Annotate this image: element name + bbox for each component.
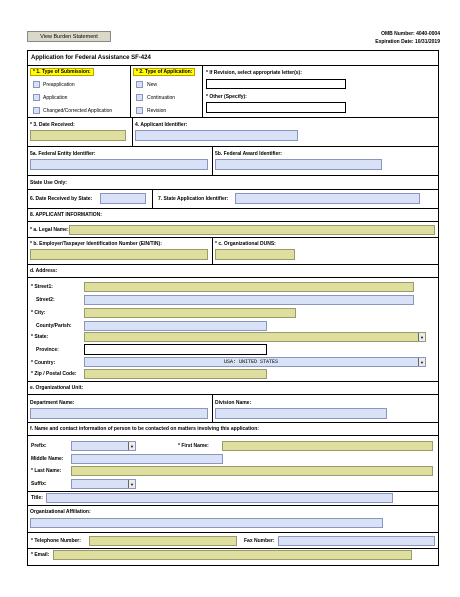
date-received-field[interactable]: [30, 130, 126, 141]
revision-letter-field[interactable]: [206, 79, 346, 89]
state-label: * State:: [31, 334, 49, 340]
new-label: New: [147, 82, 158, 88]
federal-award-field[interactable]: [215, 159, 382, 170]
fax-label: Fax Number:: [244, 538, 275, 544]
chevron-down-icon[interactable]: ▼: [418, 333, 425, 341]
expiration-date: Expiration Date: 10/31/2019: [375, 39, 440, 45]
preapplication-checkbox[interactable]: [33, 81, 40, 88]
title-field[interactable]: [46, 493, 393, 503]
ein-field[interactable]: [30, 249, 208, 260]
address-section-label: d. Address:: [30, 268, 58, 274]
application-label: Application: [43, 95, 68, 101]
street2-field[interactable]: [84, 295, 414, 305]
submission-type-label: * 1. Type of Submission:: [30, 68, 94, 76]
street1-field[interactable]: [84, 282, 414, 292]
legal-name-label: * a. Legal Name:: [30, 227, 69, 233]
applicant-identifier-field[interactable]: [135, 130, 298, 141]
ein-label: * b. Employer/Taxpayer Identification Number (EIN/TIN):: [30, 241, 162, 247]
zip-label: * Zip / Postal Code:: [31, 371, 77, 377]
prefix-label: Prefix:: [31, 443, 47, 449]
date-received-state-label: 6. Date Received by State:: [30, 196, 93, 202]
changed-corrected-label: Changed/Corrected Application: [43, 108, 113, 114]
revision-letter-label: * If Revision, select appropriate letter(s):: [206, 70, 302, 76]
middle-name-label: Middle Name:: [31, 456, 64, 462]
new-checkbox[interactable]: [136, 81, 143, 88]
country-select[interactable]: [84, 357, 426, 367]
date-received-state-field[interactable]: [100, 193, 146, 204]
country-value: USA: UNITED STATES: [223, 359, 278, 365]
applicant-identifier-label: 4. Applicant Identifier:: [135, 122, 188, 128]
last-name-label: * Last Name:: [31, 468, 62, 474]
suffix-label: Suffix:: [31, 481, 47, 487]
city-field[interactable]: [84, 308, 296, 318]
chevron-down-icon[interactable]: ▼: [128, 442, 135, 450]
duns-label: * c. Organizational DUNS:: [215, 241, 276, 247]
state-use-only-label: State Use Only:: [30, 180, 67, 186]
continuation-checkbox[interactable]: [136, 94, 143, 101]
affiliation-label: Organizational Affiliation:: [30, 509, 91, 515]
county-field[interactable]: [84, 321, 267, 331]
application-checkbox[interactable]: [33, 94, 40, 101]
org-unit-section-label: e. Organizational Unit:: [30, 385, 84, 391]
form-title: Application for Federal Assistance SF-424: [31, 55, 151, 61]
country-label: * Country:: [31, 360, 56, 366]
first-name-label: * First Name:: [178, 443, 209, 449]
state-app-id-field[interactable]: [235, 193, 420, 204]
other-specify-field[interactable]: [206, 102, 346, 113]
state-select[interactable]: [84, 332, 426, 342]
changed-corrected-checkbox[interactable]: [33, 107, 40, 114]
chevron-down-icon[interactable]: ▼: [128, 480, 135, 488]
city-label: * City:: [31, 310, 46, 316]
county-label: County/Parish:: [36, 323, 72, 329]
application-type-label: * 2. Type of Application:: [133, 68, 195, 76]
zip-field[interactable]: [84, 369, 267, 379]
chevron-down-icon[interactable]: ▼: [418, 358, 425, 366]
legal-name-field[interactable]: [69, 225, 435, 235]
department-field[interactable]: [30, 408, 208, 419]
omb-info: [375, 30, 440, 46]
federal-entity-field[interactable]: [30, 159, 208, 170]
affiliation-field[interactable]: [30, 518, 383, 528]
state-app-id-label: 7. State Application Identifier:: [158, 196, 229, 202]
title-label: Title:: [31, 495, 43, 501]
division-field[interactable]: [215, 408, 387, 419]
fax-field[interactable]: [278, 536, 435, 546]
department-label: Department Name:: [30, 400, 75, 406]
telephone-field[interactable]: [89, 536, 237, 546]
prefix-select[interactable]: [71, 441, 136, 451]
email-field[interactable]: [53, 550, 412, 560]
applicant-info-label: 8. APPLICANT INFORMATION:: [30, 212, 102, 218]
date-received-label: * 3. Date Received:: [30, 122, 75, 128]
view-burden-statement-button[interactable]: View Burden Statement: [27, 31, 111, 42]
first-name-field[interactable]: [222, 441, 433, 451]
preapplication-label: Preapplication: [43, 82, 75, 88]
federal-award-label: 5b. Federal Award Identifier:: [215, 151, 282, 157]
telephone-label: * Telephone Number:: [31, 538, 81, 544]
duns-field[interactable]: [215, 249, 295, 260]
continuation-label: Continuation: [147, 95, 176, 101]
federal-entity-label: 5a. Federal Entity Identifier:: [30, 151, 96, 157]
street2-label: Street2:: [36, 297, 55, 303]
other-specify-label: * Other (Specify):: [206, 94, 247, 100]
revision-label: Revision: [147, 108, 167, 114]
middle-name-field[interactable]: [71, 454, 223, 464]
province-field[interactable]: [84, 344, 267, 355]
revision-checkbox[interactable]: [136, 107, 143, 114]
contact-section-label: f. Name and contact information of person to be contacted on matters involving this application:: [30, 426, 259, 432]
email-label: * Email:: [31, 552, 50, 558]
omb-number: OMB Number: 4040-0004: [381, 31, 440, 37]
last-name-field[interactable]: [71, 466, 433, 476]
province-label: Province:: [36, 347, 59, 353]
division-label: Division Name:: [215, 400, 252, 406]
street1-label: * Street1:: [31, 284, 53, 290]
suffix-select[interactable]: [71, 479, 136, 489]
